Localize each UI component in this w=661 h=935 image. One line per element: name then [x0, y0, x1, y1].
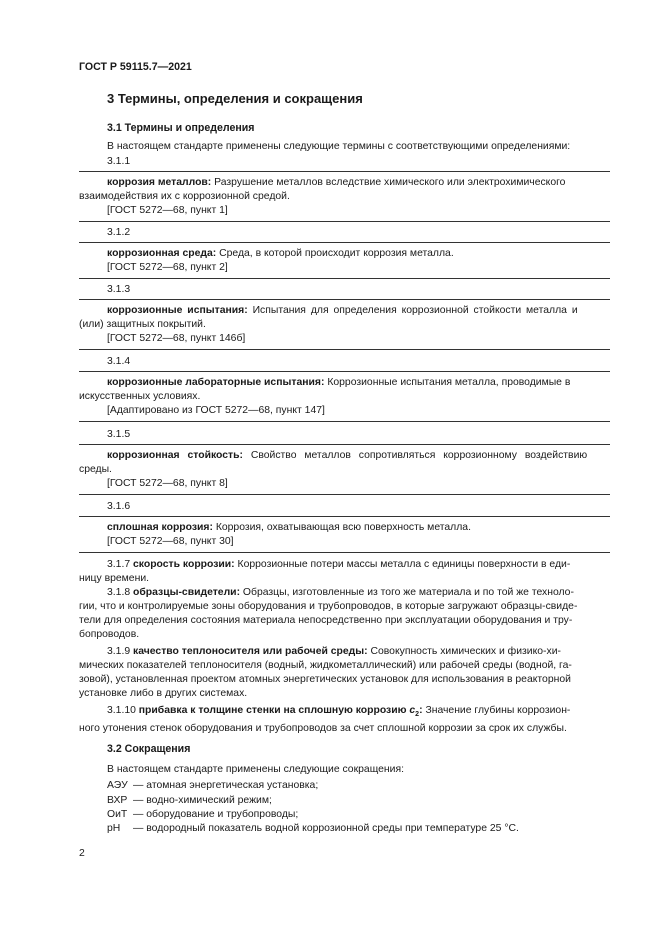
term-number: 3.1.7 [107, 559, 131, 570]
term-definition-cont: среды. [79, 464, 112, 475]
term-name: образцы-свидетели: [133, 587, 241, 598]
abbreviation-item [107, 822, 519, 836]
abbreviation-item [107, 808, 298, 822]
abbreviation-text: — водородный показатель водной коррозионной среды при температуре 25 °C. [133, 823, 519, 834]
abbreviation-text: — водно-химический режим; [133, 795, 272, 806]
abbreviation-item [107, 779, 318, 793]
abbreviation-term: ОиТ [107, 809, 128, 820]
term-definition-cont: искусственных условиях. [79, 391, 201, 402]
abbreviation-text: — атомная энергетическая установка; [133, 780, 319, 791]
term-box [79, 371, 610, 422]
term-definition: Среда, в которой происходит коррозия металла. [219, 248, 454, 259]
term-number: 3.1.5 [107, 429, 131, 440]
term-name: коррозионные лабораторные испытания: [107, 377, 325, 388]
term-source: [ГОСТ 5272—68, пункт 8] [107, 478, 228, 489]
term-name: прибавка к толщине стенки на сплошную коррозию [138, 705, 407, 716]
term-name: качество теплоносителя или рабочей среды: [133, 646, 368, 657]
term-definition: Коррозионные потери массы металла с единицы поверхности в еди- [237, 559, 571, 570]
term-name: коррозионные испытания: [107, 305, 248, 316]
term-paragraph [79, 558, 602, 586]
document-header: ГОСТ Р 59115.7—2021 [79, 61, 192, 73]
term-name: скорость коррозии: [133, 559, 235, 570]
term-number: 3.1.9 [107, 646, 131, 657]
term-box [79, 299, 610, 350]
abbreviation-term: pH [107, 823, 121, 834]
term-number: 3.1.8 [107, 587, 131, 598]
term-number: 3.1.2 [107, 227, 131, 238]
abbreviation-text: — оборудование и трубопроводы; [133, 809, 299, 820]
term-definition-cont: ного утонения стенок оборудования и трубопроводов за счет сплошной коррозии за срок их службы. [79, 723, 567, 735]
term-number: 3.1.1 [107, 156, 131, 167]
term-definition-cont: (или) защитных покрытий. [79, 319, 206, 330]
subsection-title: 3.2 Сокращения [107, 743, 191, 755]
term-definition: Значение глубины коррозион- [425, 705, 571, 716]
term-definition-cont: бопроводов. [79, 629, 140, 640]
term-name: коррозионная стойкость: [107, 450, 243, 461]
term-definition-cont: ницу времени. [79, 573, 150, 584]
term-paragraph [79, 586, 602, 642]
abbreviation-term: ВХР [107, 795, 128, 806]
term-definition-cont: мических показателей теплоносителя (водный, жидкометаллический) или рабочей среды (водной, га- [79, 660, 572, 671]
term-definition-cont: взаимодействия их с коррозионной средой. [79, 191, 290, 202]
term-symbol: c [409, 705, 416, 716]
subsection-title: 3.1 Термины и определения [107, 122, 255, 134]
term-name: коррозионная среда: [107, 248, 217, 259]
term-definition: Совокупность химических и физико-хи- [370, 646, 561, 657]
term-definition: Разрушение металлов вследствие химического или электрохимического [214, 177, 566, 188]
term-definition: Коррозионные испытания металла, проводимые в [327, 377, 571, 388]
term-number: 3.1.3 [107, 284, 131, 295]
term-box [79, 242, 610, 279]
term-number: 3.1.6 [107, 501, 131, 512]
term-name: сплошная коррозия: [107, 522, 213, 533]
term-source: [ГОСТ 5272—68, пункт 1] [107, 205, 228, 216]
page-number: 2 [79, 848, 85, 859]
subsection-intro: В настоящем стандарте применены следующие термины с соответствующими определениями: [107, 141, 571, 152]
term-definition-cont: гии, что и контролируемые зоны оборудования и трубопроводов, в которые загружают образцы-свиде- [79, 601, 578, 612]
subsection-intro: В настоящем стандарте применены следующие сокращения: [107, 764, 404, 775]
term-definition: Образцы, изготовленные из того же материала и по той же техноло- [242, 587, 574, 598]
term-name: коррозия металлов: [107, 177, 212, 188]
term-definition-cont: установке либо в других системах. [79, 688, 248, 699]
abbreviation-item [107, 794, 272, 808]
term-box [79, 516, 610, 553]
term-definition: Испытания для определения коррозионной стойкости металла и [252, 305, 578, 316]
term-box [79, 171, 610, 222]
term-box [79, 444, 610, 495]
term-number: 3.1.4 [107, 356, 131, 367]
term-definition-cont: зовой), установленная проектом атомных энергетических установок для использования в реакторной [79, 674, 571, 685]
term-symbol-subscript: 2 [415, 711, 420, 719]
section-title: 3 Термины, определения и сокращения [107, 91, 363, 106]
term-source: [ГОСТ 5272—68, пункт 146б] [107, 333, 246, 344]
term-number: 3.1.10 [107, 705, 136, 716]
term-paragraph [79, 645, 602, 701]
term-source: [ГОСТ 5272—68, пункт 2] [107, 262, 228, 273]
term-paragraph: 3.1.10 прибавка к толщине стенки на сплошную коррозию $c_2$: Значение глубины коррозион- ного утонения стенок оборудования и трубопроводов за счет сплошной коррозии за срок их службы. [79, 704, 602, 736]
term-definition: Коррозия, охватывающая всю поверхность металла. [215, 522, 471, 533]
abbreviation-term: АЭУ [107, 780, 128, 791]
term-source: [Адаптировано из ГОСТ 5272—68, пункт 147] [107, 405, 325, 416]
term-source: [ГОСТ 5272—68, пункт 30] [107, 536, 234, 547]
term-definition: Свойство металлов сопротивляться коррозионному воздействию [250, 450, 588, 461]
term-definition-cont: тели для определения состояния материала непосредственно при эксплуатации оборудования и тру- [79, 615, 573, 626]
